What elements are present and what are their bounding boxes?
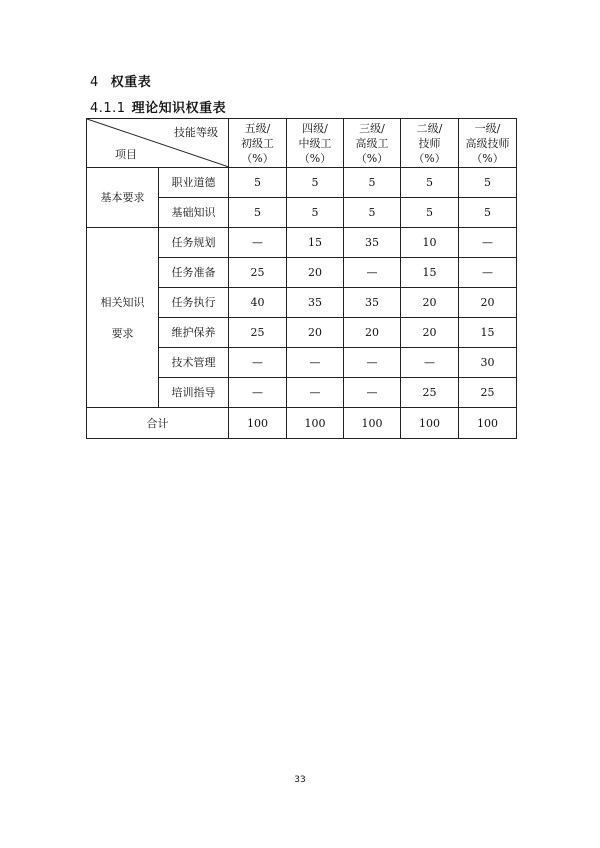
- value-cell: 25: [401, 378, 459, 408]
- item-name: 基础知识: [159, 198, 229, 228]
- item-name: 维护保养: [159, 318, 229, 348]
- level-header-line1: 三级/: [359, 121, 385, 135]
- value-cell: —: [229, 378, 287, 408]
- level-header-line1: 五级/: [244, 121, 271, 135]
- subsection-title: 理论知识权重表: [131, 101, 227, 116]
- value-cell: 5: [401, 168, 459, 198]
- level-header-line3: （%）: [241, 151, 274, 165]
- level-header-line1: 四级/: [302, 121, 328, 135]
- table-row: [87, 228, 517, 258]
- value-cell: 15: [459, 318, 517, 348]
- value-cell: 20: [401, 288, 459, 318]
- value-cell: 20: [459, 288, 517, 318]
- table-row: [87, 168, 517, 198]
- corner-top-label: 技能等级: [174, 126, 218, 139]
- level-header: [229, 119, 287, 168]
- value-cell: 35: [344, 228, 401, 258]
- level-header: [344, 119, 401, 168]
- group-label-line2: 要求: [111, 326, 134, 340]
- value-cell: 10: [401, 228, 459, 258]
- level-header-line2: 高级技师: [465, 136, 510, 150]
- group-label: 基本要求: [87, 168, 159, 228]
- value-cell: —: [229, 348, 287, 378]
- value-cell: 40: [229, 288, 287, 318]
- total-value: 100: [229, 408, 287, 439]
- value-cell: 5: [459, 198, 517, 228]
- value-cell: 35: [287, 288, 344, 318]
- level-header-line2: 技师: [418, 136, 441, 150]
- value-cell: —: [344, 348, 401, 378]
- total-row: [87, 408, 517, 439]
- total-value: 100: [401, 408, 459, 439]
- total-value: 100: [287, 408, 344, 439]
- value-cell: —: [287, 378, 344, 408]
- weight-table: [86, 118, 517, 439]
- level-header-line1: 二级/: [416, 121, 443, 135]
- level-header: [459, 119, 517, 168]
- item-name: 任务规划: [159, 228, 229, 258]
- level-header-line1: 一级/: [474, 121, 501, 135]
- value-cell: 5: [287, 198, 344, 228]
- level-header-line3: （%）: [355, 151, 389, 165]
- item-name: 技术管理: [159, 348, 229, 378]
- item-name: 任务执行: [159, 288, 229, 318]
- value-cell: 5: [229, 198, 287, 228]
- value-cell: —: [344, 258, 401, 288]
- value-cell: 20: [344, 318, 401, 348]
- level-header: [287, 119, 344, 168]
- section-number: 4: [90, 75, 99, 90]
- level-header-line2: 高级工: [355, 136, 389, 150]
- value-cell: 20: [401, 318, 459, 348]
- total-value: 100: [344, 408, 401, 439]
- subsection-heading: [90, 97, 226, 116]
- value-cell: —: [229, 228, 287, 258]
- level-header-line3: （%）: [413, 151, 446, 165]
- corner-cell: [87, 119, 229, 168]
- level-header-line2: 中级工: [298, 136, 332, 150]
- value-cell: —: [287, 348, 344, 378]
- header-row: [87, 119, 517, 168]
- level-header: [401, 119, 459, 168]
- subsection-number: 4.1.1: [90, 101, 126, 116]
- page-number: 33: [294, 775, 306, 785]
- section-title: 权重表: [110, 75, 152, 90]
- corner-bottom-label: 项目: [115, 148, 137, 161]
- value-cell: 35: [344, 288, 401, 318]
- total-label: 合计: [87, 408, 229, 439]
- value-cell: —: [344, 378, 401, 408]
- item-name: 任务准备: [159, 258, 229, 288]
- total-value: 100: [459, 408, 517, 439]
- value-cell: 20: [287, 318, 344, 348]
- value-cell: 25: [229, 318, 287, 348]
- level-header-line3: （%）: [298, 151, 332, 165]
- value-cell: 5: [344, 198, 401, 228]
- level-header-line3: （%）: [471, 151, 504, 165]
- group-label: [87, 228, 159, 408]
- value-cell: 25: [459, 378, 517, 408]
- value-cell: —: [401, 348, 459, 378]
- value-cell: 5: [459, 168, 517, 198]
- value-cell: —: [459, 228, 517, 258]
- value-cell: 5: [287, 168, 344, 198]
- value-cell: 20: [287, 258, 344, 288]
- value-cell: 30: [459, 348, 517, 378]
- level-header-line2: 初级工: [241, 136, 274, 150]
- item-name: 职业道德: [159, 168, 229, 198]
- section-heading: [90, 71, 151, 90]
- value-cell: 5: [229, 168, 287, 198]
- value-cell: 15: [287, 228, 344, 258]
- value-cell: 5: [344, 168, 401, 198]
- item-name: 培训指导: [159, 378, 229, 408]
- value-cell: 5: [401, 198, 459, 228]
- value-cell: —: [459, 258, 517, 288]
- value-cell: 25: [229, 258, 287, 288]
- group-label-line1: 相关知识: [100, 295, 145, 309]
- value-cell: 15: [401, 258, 459, 288]
